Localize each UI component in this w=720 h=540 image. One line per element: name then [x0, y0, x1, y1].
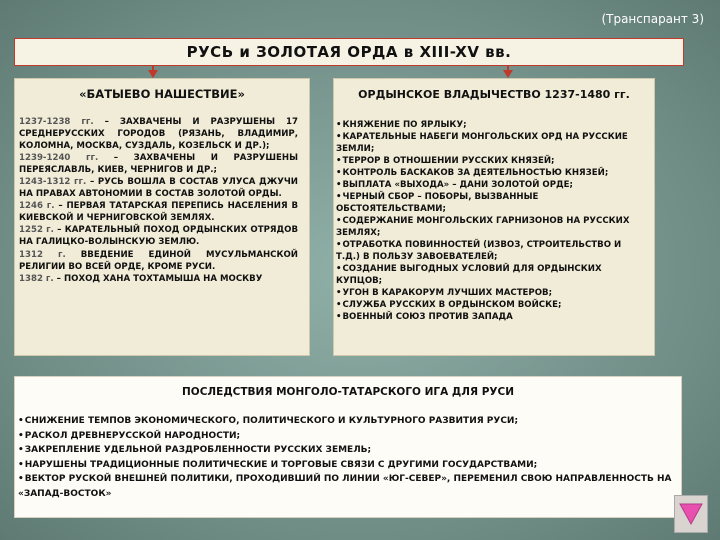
entry-text: ВВЕДЕНИЕ ЕДИНОЙ МУСУЛЬМАНСКОЙ РЕЛИГИИ ВО ВСЕЙ ОРДЕ, КРОМЕ РУСИ.	[19, 249, 299, 272]
list-item: • ТЕРРОР В ОТНОШЕНИИ РУССКИХ КНЯЗЕЙ;	[336, 155, 647, 167]
list-item: • ВЕКТОР РУСКОЙ ВНЕШНЕЙ ПОЛИТИКИ, ПРОХОДИВШИЙ ПО ЛИНИИ «ЮГ-СЕВЕР», ПЕРЕМЕНИЛ СВОЮ НАПРАВЛЕННОСТЬ НА «ЗАПАД-ВОСТОК»	[18, 472, 674, 501]
list-item: • СОДЕРЖАНИЕ МОНГОЛЬСКИХ ГАРНИЗОНОВ НА РУССКИХ ЗЕМЛЯХ;	[336, 215, 647, 239]
entry-text: – ЗАХВАЧЕНЫ И РАЗРУШЕНЫ 17 СРЕДНЕРУССКИХ ГОРОДОВ (РЯЗАНЬ, ВЛАДИМИР, КОЛОМНА, МОСКВА, СУЗДАЛЬ, КОЗЕЛЬСК И ДР.);	[19, 117, 298, 152]
entry-text: – ЗАХВАЧЕНЫ И РАЗРУШЕНЫ ПЕРЕЯСЛАВЛЬ, КИЕВ, ЧЕРНИГОВ И ДР.;	[19, 153, 299, 176]
list-item: • ВЫПЛАТА «ВЫХОДА» – ДАНИ ЗОЛОТОЙ ОРДЕ;	[336, 179, 647, 191]
list-item: • КАРАТЕЛЬНЫЕ НАБЕГИ МОНГОЛЬСКИХ ОРД НА РУССКИЕ ЗЕМЛИ;	[336, 131, 647, 155]
entry-text: – КАРАТЕЛЬНЫЙ ПОХОД ОРДЫНСКИХ ОТРЯДОВ НА ГАЛИЦКО-ВОЛЫНСКУЮ ЗЕМЛЮ.	[19, 225, 298, 248]
slide-label: (Транспарант 3)	[601, 12, 704, 26]
entry-year: 1246 г.	[19, 201, 55, 212]
entry-text: – ПОХОД ХАНА ТОХТАМЫША НА МОСКВУ	[53, 273, 263, 284]
list-item: • СОЗДАНИЕ ВЫГОДНЫХ УСЛОВИЙ ДЛЯ ОРДЫНСКИХ КУПЦОВ;	[336, 263, 647, 287]
entry-year: 1237-1238 гг.	[19, 117, 94, 127]
entry-text: – РУСЬ ВОШЛА В СОСТАВ УЛУСА ДЖУЧИ НА ПРАВАХ АВТОНОМИИ В СОСТАВ ЗОЛОТОЙ ОРДЫ.	[19, 177, 298, 200]
list-item: • КНЯЖЕНИЕ ПО ЯРЛЫКУ;	[336, 119, 647, 131]
entry-year: 1239-1240 гг.	[19, 153, 99, 164]
batu-invasion-panel	[14, 78, 310, 356]
consequences-panel	[14, 376, 682, 518]
list-item: • УГОН В КАРАКОРУМ ЛУЧШИХ МАСТЕРОВ;	[336, 287, 647, 299]
consequences-heading: ПОСЛЕДСТВИЯ МОНГОЛО-ТАТАРСКОГО ИГА ДЛЯ РУСИ	[182, 386, 514, 398]
horde-rule-list	[336, 119, 647, 323]
entry-year: 1382 г.	[19, 273, 54, 284]
list-item: • КОНТРОЛЬ БАСКАКОВ ЗА ДЕЯТЕЛЬНОСТЬЮ КНЯЗЕЙ;	[336, 167, 647, 179]
entry-year: 1252 г.	[19, 225, 54, 236]
horde-rule-panel	[333, 78, 655, 356]
list-item: • ОТРАБОТКА ПОВИННОСТЕЙ (ИЗВОЗ, СТРОИТЕЛЬСТВО И Т.Д.) В ПОЛЬЗУ ЗАВОЕВАТЕЛЕЙ;	[336, 239, 647, 263]
horde-rule-heading: ОРДЫНСКОЕ ВЛАДЫЧЕСТВО 1237-1480 гг.	[358, 88, 630, 101]
list-item: • СЛУЖБА РУССКИХ В ОРДЫНСКОМ ВОЙСКЕ;	[336, 299, 647, 311]
list-item: • ЗАКРЕПЛЕНИЕ УДЕЛЬНОЙ РАЗДРОБЛЕННОСТИ РУССКИХ ЗЕМЕЛЬ;	[18, 443, 674, 458]
consequences-list	[18, 414, 674, 501]
page-title: РУСЬ и ЗОЛОТАЯ ОРДА в XIII-XV вв.	[14, 38, 684, 66]
entry-text: – ПЕРВАЯ ТАТАРСКАЯ ПЕРЕПИСЬ НАСЕЛЕНИЯ В КИЕВСКОЙ И ЧЕРНИГОВСКОЙ ЗЕМЛЯХ.	[19, 201, 298, 224]
list-item: • ЧЕРНЫЙ СБОР – ПОБОРЫ, ВЫЗВАННЫЕ ОБСТОЯТЕЛЬСТВАМИ;	[336, 191, 647, 215]
list-item: • СНИЖЕНИЕ ТЕМПОВ ЭКОНОМИЧЕСКОГО, ПОЛИТИЧЕСКОГО И КУЛЬТУРНОГО РАЗВИТИЯ РУСИ;	[18, 414, 674, 429]
batu-invasion-text	[19, 116, 298, 285]
list-item: • НАРУШЕНЫ ТРАДИЦИОННЫЕ ПОЛИТИЧЕСКИЕ И ТОРГОВЫЕ СВЯЗИ С ДРУГИМИ ГОСУДАРСТВАМИ;	[18, 458, 674, 473]
entry-year: 1312 г.	[19, 249, 66, 260]
next-slide-button[interactable]	[674, 495, 708, 533]
triangle-down-icon	[679, 502, 703, 526]
batu-invasion-heading: «БАТЫЕВО НАШЕСТВИЕ»	[79, 87, 245, 101]
list-item: • РАСКОЛ ДРЕВНЕРУССКОЙ НАРОДНОСТИ;	[18, 429, 674, 444]
list-item: • ВОЕННЫЙ СОЮЗ ПРОТИВ ЗАПАДА	[336, 311, 647, 323]
entry-year: 1243-1312 гг.	[19, 177, 87, 188]
